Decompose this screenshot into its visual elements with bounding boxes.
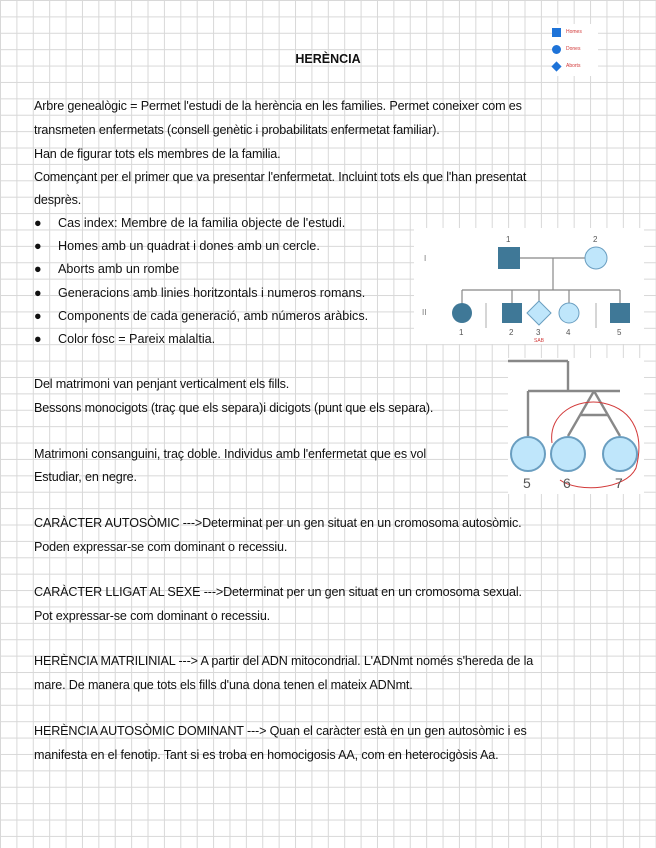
female-symbol <box>511 437 545 471</box>
legend-box <box>552 24 598 76</box>
text-line: Pot expressar-se com dominant o recessiu. <box>34 609 271 623</box>
text-line: Matrimoni consanguini, traç doble. Individus amb l'enfermetat que es vol <box>34 447 427 461</box>
bullet-icon: ● <box>34 309 42 323</box>
text-line: CARÀCTER LLIGAT AL SEXE --->Determinat per un gen situat en un cromosoma sexual. <box>34 585 522 599</box>
abortion-diamond-symbol <box>527 301 551 325</box>
individual-number: 5 <box>617 328 622 337</box>
pedigree-svg <box>414 228 644 344</box>
legend-label: Aborts <box>566 63 581 69</box>
individual-number: 1 <box>506 235 511 244</box>
individual-number: 6 <box>563 475 571 491</box>
twins-svg <box>508 358 644 494</box>
text-line: Poden expressar-se com dominant o recessiu. <box>34 540 288 554</box>
text-line: Bessons monocigots (traç que els separa)i dicigots (punt que els separa). <box>34 401 434 415</box>
pedigree-diagram <box>414 228 644 344</box>
list-item-text: Homes amb un quadrat i dones amb un cercle. <box>58 239 320 253</box>
female-symbol <box>585 247 607 269</box>
text-line: Arbre genealògic = Permet l'estudi de la herència en les families. Permet coneixer com es <box>34 99 522 113</box>
list-item <box>34 305 368 329</box>
text-line: HERÈNCIA AUTOSÒMIC DOMINANT ---> Quan el caràcter està en un gen autosòmic i es <box>34 724 527 738</box>
list-item-text: Cas index: Membre de la familia objecte de l'estudi. <box>58 216 346 230</box>
text-line: Estudiar, en negre. <box>34 470 137 484</box>
individual-number: 5 <box>523 475 531 491</box>
bullet-icon: ● <box>34 262 42 276</box>
list-item <box>34 258 179 282</box>
female-symbol <box>551 437 585 471</box>
affected-male-symbol <box>502 303 522 323</box>
list-item <box>34 328 215 352</box>
bullet-icon: ● <box>34 216 42 230</box>
text-line: desprès. <box>34 193 82 207</box>
legend-label: Dones <box>566 46 581 52</box>
bullet-icon: ● <box>34 239 42 253</box>
page-title: HERÈNCIA <box>295 52 361 66</box>
female-symbol <box>603 437 637 471</box>
list-item-text: Generacions amb linies horitzontals i numeros romans. <box>58 286 366 300</box>
affected-male-symbol <box>610 303 630 323</box>
individual-number: 2 <box>593 235 598 244</box>
affected-female-symbol <box>452 303 472 323</box>
legend-item-homes <box>552 26 598 38</box>
female-symbol <box>559 303 579 323</box>
bullet-icon: ● <box>34 286 42 300</box>
individual-number: 1 <box>459 328 464 337</box>
list-item <box>34 282 365 306</box>
text-line: Començant per el primer que va presentar l'enfermetat. Incluint tots els que l'han presentat <box>34 170 527 184</box>
twin-line <box>568 391 594 436</box>
individual-number: 4 <box>566 328 571 337</box>
text-line: manifesta en el fenotip. Tant si es troba en homocigosis AA, com en heterocigòsis Aa. <box>34 748 499 762</box>
twin-line <box>594 391 620 436</box>
generation-label: II <box>422 308 427 317</box>
text-line: Han de figurar tots els membres de la familia. <box>34 147 281 161</box>
square-icon <box>552 28 561 37</box>
individual-number: 3 <box>536 328 541 337</box>
red-annotation: SAB <box>534 338 545 344</box>
affected-male-symbol <box>498 247 520 269</box>
legend-label: Homes <box>566 29 582 35</box>
list-item-text: Color fosc = Pareix malaltia. <box>58 332 216 346</box>
twins-diagram <box>508 358 644 494</box>
text-line: CARÀCTER AUTOSÒMIC --->Determinat per un gen situat en un cromosoma autosòmic. <box>34 516 522 530</box>
text-line: Del matrimoni van penjant verticalment els fills. <box>34 377 290 391</box>
text-line: transmeten enfermetats (consell genètic i probabilitats enfermetat familiar). <box>34 123 440 137</box>
text-line: mare. De manera que tots els fills d'una dona tenen el mateix ADNmt. <box>34 678 413 692</box>
list-item <box>34 212 345 236</box>
individual-number: 2 <box>509 328 514 337</box>
list-item-text: Aborts amb un rombe <box>58 262 180 276</box>
bullet-icon: ● <box>34 332 42 346</box>
individual-number: 7 <box>615 475 623 491</box>
list-item <box>34 235 320 259</box>
list-item-text: Components de cada generació, amb números aràbics. <box>58 309 369 323</box>
text-line: HERÈNCIA MATRILINIAL ---> A partir del ADN mitocondrial. L'ADNmt només s'hereda de la <box>34 654 534 668</box>
generation-label: I <box>424 254 427 263</box>
